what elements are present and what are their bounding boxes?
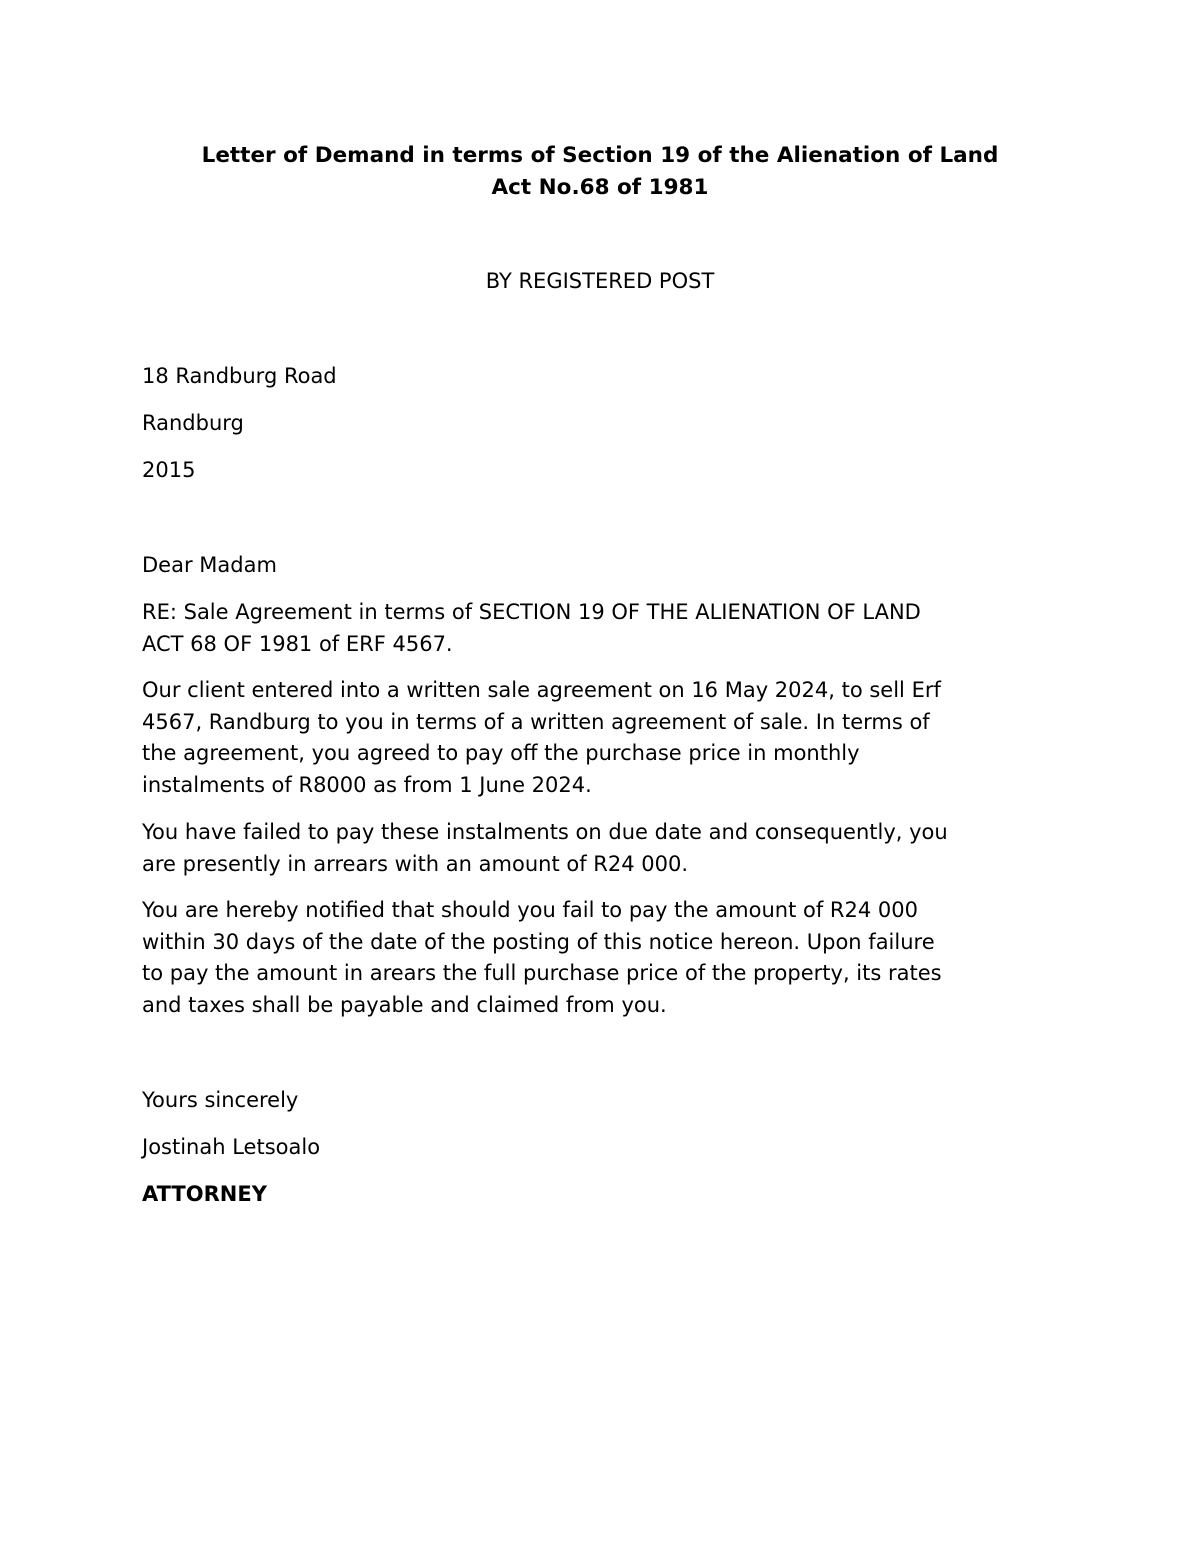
closing: Yours sincerely [142,1088,299,1112]
re-line: ACT 68 OF 1981 of ERF 4567. [142,631,453,656]
paragraph-line: are presently in arrears with an amount of R24 000. [142,851,689,876]
document-title [140,140,1060,204]
paragraph-line: instalments of R8000 as from 1 June 2024. [142,772,592,797]
paragraph-1 [142,675,1062,801]
address-street: 18 Randburg Road [142,364,337,388]
signatory-name: Jostinah Letsoalo [142,1135,321,1159]
signatory-title: ATTORNEY [142,1182,267,1206]
paragraph-line: the agreement, you agreed to pay off the purchase price in monthly [142,741,860,765]
paragraph-line: to pay the amount in arears the full purchase price of the property, its rates [142,961,942,985]
address-code: 2015 [142,458,196,482]
paragraph-line: Our client entered into a written sale agreement on 16 May 2024, to sell Erf [142,678,941,702]
re-line: RE: Sale Agreement in terms of SECTION 19 OF THE ALIENATION OF LAND [142,600,921,624]
delivery-method: BY REGISTERED POST [485,269,715,293]
paragraph-line: 4567, Randburg to you in terms of a written agreement of sale. In terms of [142,709,930,734]
title-line-2: Act No.68 of 1981 [491,175,709,200]
title-line-1: Letter of Demand in terms of Section 19 of the Alienation of Land [201,143,999,168]
paragraph-line: You are hereby notified that should you fail to pay the amount of R24 000 [142,898,918,922]
re-subject [142,597,1062,660]
paragraph-2 [142,817,1062,880]
salutation: Dear Madam [142,553,277,577]
address-city: Randburg [142,411,244,435]
paragraph-line: You have failed to pay these instalments on due date and consequently, you [142,820,948,844]
paragraph-line: within 30 days of the date of the posting of this notice hereon. Upon failure [142,929,935,954]
paragraph-3 [142,895,1062,1021]
paragraph-line: and taxes shall be payable and claimed from you. [142,992,667,1017]
